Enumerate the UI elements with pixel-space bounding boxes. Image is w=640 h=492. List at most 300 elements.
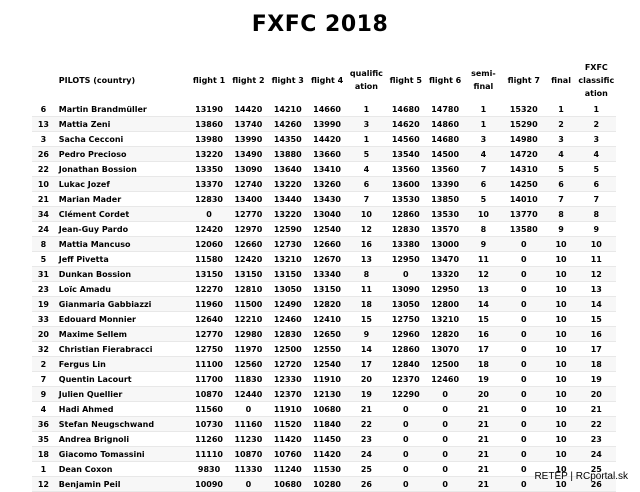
flight-3-cell: 12370 [268,387,307,402]
flight-6-cell: 13210 [425,312,464,327]
final-rank-cell: 10 [546,237,577,252]
flight-3-cell: 12720 [268,357,307,372]
pilot-name-cell: Marian Mader [55,192,190,207]
header-flight-7: flight 7 [507,75,540,85]
final-rank-cell: 10 [546,357,577,372]
classification-rank-cell: 20 [577,387,616,402]
flight-3-cell: 12830 [268,327,307,342]
flight-5-cell: 12370 [386,372,425,387]
flight-3-cell: 13050 [268,282,307,297]
table-row [32,297,616,312]
flight-1-cell: 11260 [189,432,228,447]
flight-2-cell: 11160 [229,417,268,432]
flight-1-cell: 12060 [189,237,228,252]
final-rank-cell: 1 [546,102,577,117]
flight-4-cell: 12660 [307,237,346,252]
flight-2-cell: 11230 [229,432,268,447]
table-row [32,222,616,237]
qualification-rank-cell: 10 [347,207,386,222]
flight-6-cell: 0 [425,462,464,477]
flight-3-cell: 12460 [268,312,307,327]
final-rank-cell: 7 [546,192,577,207]
flight-1-cell: 11110 [189,447,228,462]
classification-rank-cell: 23 [577,432,616,447]
credit-text: RETEP | RCportal.sk [534,471,628,482]
flight-1-cell: 12770 [189,327,228,342]
flight-4-cell: 13260 [307,177,346,192]
header-flight-1: flight 1 [192,75,226,85]
pilot-name-cell: Hadi Ahmed [55,402,190,417]
qualification-rank-cell: 22 [347,417,386,432]
flight-4-cell: 11910 [307,372,346,387]
semifinal-rank-cell: 1 [465,102,502,117]
pilot-name-cell: Giacomo Tomassini [55,447,190,462]
flight-1-cell: 11960 [189,297,228,312]
flight-5-cell: 13540 [386,147,425,162]
semifinal-rank-cell: 20 [465,387,502,402]
qualification-rank-cell: 1 [347,102,386,117]
flight-1-cell: 10730 [189,417,228,432]
final-rank-cell: 4 [546,147,577,162]
flight-6-cell: 12460 [425,372,464,387]
flight-4-cell: 14660 [307,102,346,117]
flight-4-cell: 11840 [307,417,346,432]
start-number-cell: 2 [32,357,55,372]
header-semifinal: semi-final [471,69,496,91]
flight-5-cell: 13090 [386,282,425,297]
flight-5-cell: 14560 [386,132,425,147]
pilot-name-cell: Lukac Jozef [55,177,190,192]
semifinal-rank-cell: 17 [465,342,502,357]
pilot-name-cell: Maxime Sellem [55,327,190,342]
flight-1-cell: 11100 [189,357,228,372]
results-body [32,102,616,492]
flight-5-cell: 13380 [386,237,425,252]
final-rank-cell: 10 [546,372,577,387]
pilot-name-cell: Dunkan Bossion [55,267,190,282]
table-row [32,432,616,447]
flight-7-cell: 0 [502,282,545,297]
flight-7-cell: 0 [502,402,545,417]
table-row [32,387,616,402]
flight-6-cell: 13530 [425,207,464,222]
flight-2-cell: 12420 [229,252,268,267]
table-row [32,372,616,387]
flight-2-cell: 12440 [229,387,268,402]
results-table [32,58,616,492]
table-row [32,447,616,462]
table-row [32,417,616,432]
flight-5-cell: 0 [386,462,425,477]
classification-rank-cell: 12 [577,267,616,282]
flight-5-cell: 12950 [386,252,425,267]
semifinal-rank-cell: 19 [465,372,502,387]
semifinal-rank-cell: 21 [465,402,502,417]
flight-6-cell: 0 [425,402,464,417]
semifinal-rank-cell: 7 [465,162,502,177]
start-number-cell: 18 [32,447,55,462]
pilot-name-cell: Andrea Brignoli [55,432,190,447]
flight-7-cell: 0 [502,447,545,462]
flight-2-cell: 13400 [229,192,268,207]
table-row [32,102,616,117]
flight-4-cell: 12130 [307,387,346,402]
qualification-rank-cell: 23 [347,432,386,447]
flight-3-cell: 13440 [268,192,307,207]
final-rank-cell: 10 [546,402,577,417]
flight-4-cell: 14420 [307,132,346,147]
flight-5-cell: 14620 [386,117,425,132]
classification-rank-cell: 1 [577,102,616,117]
semifinal-rank-cell: 13 [465,282,502,297]
final-rank-cell: 10 [546,432,577,447]
classification-rank-cell: 4 [577,147,616,162]
flight-5-cell: 0 [386,432,425,447]
flight-5-cell: 12830 [386,222,425,237]
flight-5-cell: 0 [386,477,425,492]
flight-4-cell: 12550 [307,342,346,357]
table-row [32,327,616,342]
pilot-name-cell: Loïc Amadu [55,282,190,297]
flight-3-cell: 10680 [268,477,307,492]
table-row [32,207,616,222]
start-number-cell: 13 [32,117,55,132]
flight-5-cell: 0 [386,402,425,417]
flight-1-cell: 13370 [189,177,228,192]
flight-3-cell: 14350 [268,132,307,147]
final-rank-cell: 6 [546,177,577,192]
semifinal-rank-cell: 21 [465,447,502,462]
flight-7-cell: 0 [502,357,545,372]
qualification-rank-cell: 14 [347,342,386,357]
final-rank-cell: 10 [546,477,577,492]
classification-rank-cell: 24 [577,447,616,462]
table-row [32,192,616,207]
start-number-cell: 23 [32,282,55,297]
flight-5-cell: 0 [386,447,425,462]
flight-4-cell: 12410 [307,312,346,327]
pilot-name-cell: Benjamin Peil [55,477,190,492]
flight-7-cell: 0 [502,312,545,327]
classification-rank-cell: 13 [577,282,616,297]
flight-3-cell: 14260 [268,117,307,132]
flight-7-cell: 0 [502,237,545,252]
qualification-rank-cell: 25 [347,462,386,477]
final-rank-cell: 10 [546,342,577,357]
table-row [32,237,616,252]
semifinal-rank-cell: 21 [465,417,502,432]
flight-7-cell: 0 [502,372,545,387]
table-row [32,477,616,492]
semifinal-rank-cell: 4 [465,147,502,162]
flight-2-cell: 13090 [229,162,268,177]
qualification-rank-cell: 19 [347,387,386,402]
start-number-cell: 33 [32,312,55,327]
table-row [32,312,616,327]
header-flight-4: flight 4 [310,75,344,85]
pilot-name-cell: Dean Coxon [55,462,190,477]
pilot-name-cell: Mattia Zeni [55,117,190,132]
flight-3-cell: 12500 [268,342,307,357]
flight-1-cell: 11700 [189,372,228,387]
start-number-cell: 7 [32,372,55,387]
flight-5-cell: 12860 [386,207,425,222]
final-rank-cell: 8 [546,207,577,222]
flight-6-cell: 0 [425,447,464,462]
qualification-rank-cell: 24 [347,447,386,462]
qualification-rank-cell: 12 [347,222,386,237]
start-number-cell: 12 [32,477,55,492]
flight-4-cell: 12540 [307,357,346,372]
qualification-rank-cell: 17 [347,357,386,372]
flight-6-cell: 12950 [425,282,464,297]
qualification-rank-cell: 8 [347,267,386,282]
qualification-rank-cell: 7 [347,192,386,207]
flight-6-cell: 12500 [425,357,464,372]
classification-rank-cell: 3 [577,132,616,147]
table-row [32,267,616,282]
table-row [32,177,616,192]
final-rank-cell: 10 [546,462,577,477]
final-rank-cell: 3 [546,132,577,147]
flight-1-cell: 13150 [189,267,228,282]
classification-rank-cell: 26 [577,477,616,492]
flight-7-cell: 0 [502,342,545,357]
classification-rank-cell: 5 [577,162,616,177]
semifinal-rank-cell: 5 [465,192,502,207]
table-row [32,282,616,297]
flight-4-cell: 10680 [307,402,346,417]
flight-2-cell: 13740 [229,117,268,132]
flight-4-cell: 10280 [307,477,346,492]
pilot-name-cell: Edouard Monnier [55,312,190,327]
start-number-cell: 34 [32,207,55,222]
flight-3-cell: 12490 [268,297,307,312]
qualification-rank-cell: 6 [347,177,386,192]
classification-rank-cell: 8 [577,207,616,222]
flight-1-cell: 13190 [189,102,228,117]
table-row [32,342,616,357]
flight-3-cell: 12730 [268,237,307,252]
final-rank-cell: 10 [546,387,577,402]
flight-2-cell: 12810 [229,282,268,297]
flight-5-cell: 13530 [386,192,425,207]
semifinal-rank-cell: 14 [465,297,502,312]
flight-7-cell: 13770 [502,207,545,222]
classification-rank-cell: 18 [577,357,616,372]
flight-6-cell: 14680 [425,132,464,147]
flight-6-cell: 0 [425,387,464,402]
semifinal-rank-cell: 21 [465,432,502,447]
flight-6-cell: 13560 [425,162,464,177]
flight-6-cell: 13390 [425,177,464,192]
flight-5-cell: 0 [386,417,425,432]
start-number-cell: 32 [32,342,55,357]
pilot-name-cell: Jeff Pivetta [55,252,190,267]
qualification-rank-cell: 20 [347,372,386,387]
flight-3-cell: 14210 [268,102,307,117]
start-number-cell: 19 [32,297,55,312]
flight-7-cell: 13580 [502,222,545,237]
flight-2-cell: 14420 [229,102,268,117]
semifinal-rank-cell: 21 [465,477,502,492]
flight-3-cell: 13880 [268,147,307,162]
flight-4-cell: 12820 [307,297,346,312]
final-rank-cell: 10 [546,252,577,267]
flight-2-cell: 12740 [229,177,268,192]
flight-7-cell: 14010 [502,192,545,207]
final-rank-cell: 10 [546,327,577,342]
header-classification: FXFC classific ation [578,62,615,98]
start-number-cell: 6 [32,102,55,117]
flight-4-cell: 11530 [307,462,346,477]
final-rank-cell: 2 [546,117,577,132]
flight-1-cell: 11560 [189,402,228,417]
final-rank-cell: 10 [546,312,577,327]
flight-6-cell: 14780 [425,102,464,117]
header-flight-3: flight 3 [271,75,304,85]
pilot-name-cell: Martin Brandmüller [55,102,190,117]
pilot-name-cell: Gianmaria Gabbiazzi [55,297,190,312]
header-number [32,58,55,102]
flight-1-cell: 11580 [189,252,228,267]
qualification-rank-cell: 11 [347,282,386,297]
flight-3-cell: 12330 [268,372,307,387]
flight-4-cell: 12540 [307,222,346,237]
flight-2-cell: 12210 [229,312,268,327]
flight-6-cell: 13070 [425,342,464,357]
classification-rank-cell: 6 [577,177,616,192]
flight-3-cell: 12590 [268,222,307,237]
table-row [32,252,616,267]
start-number-cell: 31 [32,267,55,282]
flight-1-cell: 10870 [189,387,228,402]
flight-2-cell: 11970 [229,342,268,357]
classification-rank-cell: 10 [577,237,616,252]
qualification-rank-cell: 13 [347,252,386,267]
flight-2-cell: 13490 [229,147,268,162]
classification-rank-cell: 15 [577,312,616,327]
start-number-cell: 1 [32,462,55,477]
flight-2-cell: 12770 [229,207,268,222]
flight-1-cell: 12270 [189,282,228,297]
pilot-name-cell: Jean-Guy Pardo [55,222,190,237]
table-row [32,147,616,162]
flight-2-cell: 12970 [229,222,268,237]
flight-1-cell: 10090 [189,477,228,492]
final-rank-cell: 10 [546,417,577,432]
flight-7-cell: 15320 [502,102,545,117]
flight-3-cell: 13220 [268,177,307,192]
pilot-name-cell: Clément Cordet [55,207,190,222]
flight-5-cell: 12750 [386,312,425,327]
flight-4-cell: 13660 [307,147,346,162]
start-number-cell: 9 [32,387,55,402]
flight-2-cell: 12660 [229,237,268,252]
flight-4-cell: 12670 [307,252,346,267]
flight-3-cell: 11240 [268,462,307,477]
pilot-name-cell: Christian Fierabracci [55,342,190,357]
flight-6-cell: 13000 [425,237,464,252]
final-rank-cell: 9 [546,222,577,237]
classification-rank-cell: 14 [577,297,616,312]
classification-rank-cell: 17 [577,342,616,357]
flight-3-cell: 13210 [268,252,307,267]
flight-3-cell: 13220 [268,207,307,222]
classification-rank-cell: 16 [577,327,616,342]
final-rank-cell: 10 [546,282,577,297]
final-rank-cell: 10 [546,447,577,462]
semifinal-rank-cell: 10 [465,207,502,222]
flight-3-cell: 13640 [268,162,307,177]
classification-rank-cell: 7 [577,192,616,207]
start-number-cell: 5 [32,252,55,267]
qualification-rank-cell: 26 [347,477,386,492]
qualification-rank-cell: 1 [347,132,386,147]
qualification-rank-cell: 15 [347,312,386,327]
flight-1-cell: 13220 [189,147,228,162]
classification-rank-cell: 25 [577,462,616,477]
header-flight-6: flight 6 [428,75,462,85]
flight-4-cell: 13410 [307,162,346,177]
qualification-rank-cell: 21 [347,402,386,417]
semifinal-rank-cell: 12 [465,267,502,282]
flight-6-cell: 13470 [425,252,464,267]
flight-4-cell: 11420 [307,447,346,462]
semifinal-rank-cell: 9 [465,237,502,252]
pilot-name-cell: Mattia Mancuso [55,237,190,252]
flight-5-cell: 12960 [386,327,425,342]
flight-1-cell: 12640 [189,312,228,327]
semifinal-rank-cell: 11 [465,252,502,267]
flight-2-cell: 10870 [229,447,268,462]
final-rank-cell: 10 [546,297,577,312]
flight-3-cell: 13150 [268,267,307,282]
table-row [32,357,616,372]
flight-4-cell: 13340 [307,267,346,282]
flight-5-cell: 13600 [386,177,425,192]
flight-1-cell: 12750 [189,342,228,357]
flight-6-cell: 12820 [425,327,464,342]
qualification-rank-cell: 4 [347,162,386,177]
table-row [32,162,616,177]
semifinal-rank-cell: 8 [465,222,502,237]
flight-6-cell: 13320 [425,267,464,282]
flight-6-cell: 0 [425,417,464,432]
start-number-cell: 26 [32,147,55,162]
flight-3-cell: 10760 [268,447,307,462]
flight-7-cell: 14250 [502,177,545,192]
flight-4-cell: 13040 [307,207,346,222]
flight-1-cell: 0 [189,207,228,222]
flight-5-cell: 13050 [386,297,425,312]
classification-rank-cell: 2 [577,117,616,132]
flight-1-cell: 13350 [189,162,228,177]
header-flight-2: flight 2 [232,75,265,85]
start-number-cell: 8 [32,237,55,252]
pilot-name-cell: Jonathan Bossion [55,162,190,177]
flight-7-cell: 14720 [502,147,545,162]
semifinal-rank-cell: 1 [465,117,502,132]
classification-rank-cell: 11 [577,252,616,267]
header-final: final [551,75,571,85]
flight-5-cell: 14680 [386,102,425,117]
flight-3-cell: 11420 [268,432,307,447]
semifinal-rank-cell: 6 [465,177,502,192]
semifinal-rank-cell: 21 [465,462,502,477]
flight-7-cell: 0 [502,387,545,402]
flight-4-cell: 13990 [307,117,346,132]
